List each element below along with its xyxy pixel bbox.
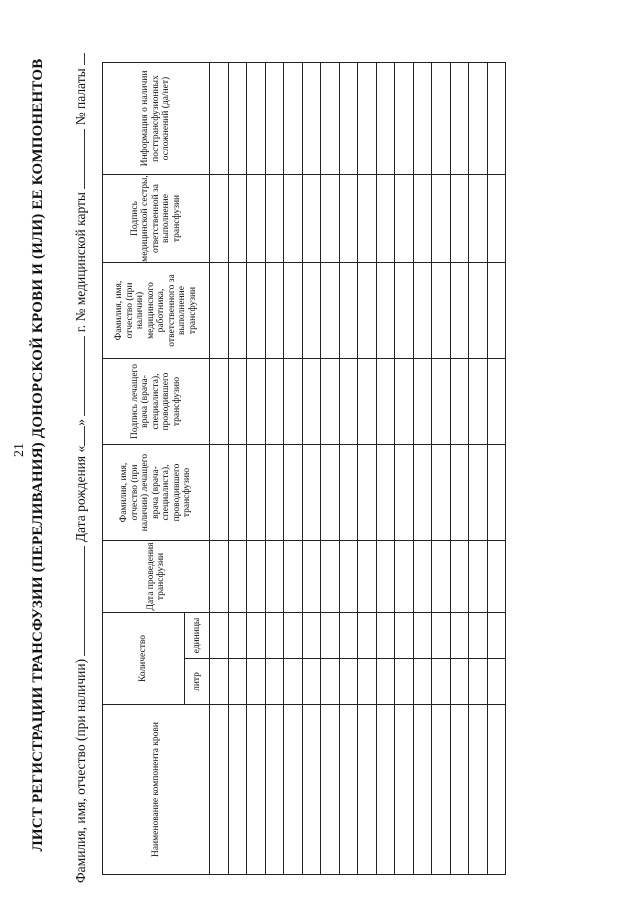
table-cell[interactable] (450, 541, 469, 613)
table-cell[interactable] (265, 175, 284, 263)
table-row (450, 63, 469, 875)
table-row (302, 63, 321, 875)
table-cell[interactable] (302, 175, 321, 263)
table-cell[interactable] (432, 613, 451, 659)
table-cell[interactable] (265, 63, 284, 175)
table-cell[interactable] (450, 613, 469, 659)
table-cell[interactable] (413, 175, 432, 263)
header-units: единицы (185, 613, 210, 659)
table-cell[interactable] (487, 541, 506, 613)
table-cell[interactable] (265, 263, 284, 359)
table-cell[interactable] (210, 263, 229, 359)
transfusion-table (102, 62, 506, 875)
table-cell[interactable] (265, 541, 284, 613)
table-cell[interactable] (432, 705, 451, 875)
table-body (210, 63, 506, 875)
table-cell[interactable] (469, 613, 488, 659)
table-cell[interactable] (228, 541, 247, 613)
table-cell[interactable] (413, 359, 432, 445)
table-cell[interactable] (228, 445, 247, 541)
fio-field[interactable] (72, 546, 85, 656)
table-cell[interactable] (487, 613, 506, 659)
page-number: 21 (12, 443, 27, 457)
table-row (339, 63, 358, 875)
table-cell[interactable] (358, 263, 377, 359)
table-cell[interactable] (284, 63, 303, 175)
table-cell[interactable] (339, 175, 358, 263)
table-cell[interactable] (358, 445, 377, 541)
table-cell[interactable] (228, 63, 247, 175)
table-row (432, 63, 451, 875)
table-cell[interactable] (265, 705, 284, 875)
table-cell[interactable] (469, 541, 488, 613)
header-complications: Информация о наличии посттрансфузионных осложнений (да/нет) (103, 63, 210, 175)
table-cell[interactable] (376, 445, 395, 541)
table-cell[interactable] (358, 705, 377, 875)
table-cell[interactable] (450, 445, 469, 541)
table-cell[interactable] (247, 659, 266, 705)
table-cell[interactable] (450, 659, 469, 705)
table-cell[interactable] (210, 659, 229, 705)
table-cell[interactable] (339, 263, 358, 359)
table-cell[interactable] (302, 263, 321, 359)
table-cell[interactable] (413, 659, 432, 705)
table-cell[interactable] (450, 705, 469, 875)
year-medcard-label: г. № медицинской карты (73, 192, 88, 333)
table-cell[interactable] (469, 659, 488, 705)
table-cell[interactable] (395, 359, 414, 445)
table-cell[interactable] (358, 613, 377, 659)
table-row (487, 63, 506, 875)
table-cell[interactable] (247, 63, 266, 175)
table-row (376, 63, 395, 875)
table-cell[interactable] (247, 175, 266, 263)
table-cell[interactable] (358, 175, 377, 263)
table-cell[interactable] (247, 541, 266, 613)
table-cell[interactable] (321, 613, 340, 659)
table-cell[interactable] (302, 359, 321, 445)
table-cell[interactable] (284, 541, 303, 613)
table-cell[interactable] (487, 175, 506, 263)
table-cell[interactable] (321, 359, 340, 445)
table-cell[interactable] (413, 263, 432, 359)
table-cell[interactable] (210, 63, 229, 175)
table-cell[interactable] (321, 175, 340, 263)
table-cell[interactable] (413, 541, 432, 613)
table-cell[interactable] (469, 359, 488, 445)
table-cell[interactable] (228, 659, 247, 705)
table-cell[interactable] (413, 445, 432, 541)
table-cell[interactable] (432, 263, 451, 359)
header-doctor-name: Фамилия, имя, отчество (при наличии) лечащего врача (врача-специалиста), проводившего трансфузию (103, 445, 210, 541)
table-cell[interactable] (284, 359, 303, 445)
patient-info-line (72, 53, 89, 883)
table-cell[interactable] (210, 705, 229, 875)
table-cell[interactable] (339, 63, 358, 175)
table-cell[interactable] (339, 359, 358, 445)
table-cell[interactable] (247, 263, 266, 359)
table-cell[interactable] (321, 263, 340, 359)
table-cell[interactable] (432, 63, 451, 175)
table-cell[interactable] (228, 175, 247, 263)
table-cell[interactable] (210, 359, 229, 445)
header-component: Наименование компонента крови (103, 705, 210, 875)
table-cell[interactable] (395, 175, 414, 263)
table-cell[interactable] (395, 613, 414, 659)
table-cell[interactable] (469, 263, 488, 359)
form-title: ЛИСТ РЕГИСТРАЦИИ ТРАНСФУЗИИ (ПЕРЕЛИВАНИЯ) ДОНОРСКОЙ КРОВИ И (ИЛИ) ЕЕ КОМПОНЕНТОВ (30, 58, 46, 852)
table-cell[interactable] (284, 445, 303, 541)
table-cell[interactable] (413, 613, 432, 659)
table-row (358, 63, 377, 875)
table-cell[interactable] (321, 705, 340, 875)
table-cell[interactable] (376, 63, 395, 175)
fio-label: Фамилия, имя, отчество (при наличии) (73, 658, 88, 883)
table-cell[interactable] (358, 541, 377, 613)
table-cell[interactable] (432, 659, 451, 705)
table-cell[interactable] (302, 613, 321, 659)
table-cell[interactable] (450, 175, 469, 263)
header-liter: литр (185, 659, 210, 705)
table-row (247, 63, 266, 875)
table-cell[interactable] (395, 659, 414, 705)
table-cell[interactable] (358, 659, 377, 705)
table-cell[interactable] (487, 359, 506, 445)
table-cell[interactable] (321, 541, 340, 613)
table-cell[interactable] (487, 659, 506, 705)
table-cell[interactable] (358, 359, 377, 445)
ward-label: № палаты (73, 68, 88, 126)
table-cell[interactable] (247, 705, 266, 875)
table-cell[interactable] (469, 705, 488, 875)
table-row (321, 63, 340, 875)
table-cell[interactable] (302, 63, 321, 175)
table-cell[interactable] (265, 613, 284, 659)
table-cell[interactable] (228, 359, 247, 445)
table-cell[interactable] (228, 263, 247, 359)
table-cell[interactable] (247, 359, 266, 445)
table-cell[interactable] (302, 541, 321, 613)
table-cell[interactable] (450, 263, 469, 359)
table-cell[interactable] (395, 263, 414, 359)
table-cell[interactable] (487, 263, 506, 359)
header-worker-name: Фамилия, имя, отчество (при наличии) медицинского работника, ответственного за выполнение трансфузии (103, 263, 210, 359)
ward-field[interactable] (72, 53, 85, 65)
table-cell[interactable] (376, 263, 395, 359)
table-cell[interactable] (432, 175, 451, 263)
table-cell[interactable] (376, 359, 395, 445)
table-cell[interactable] (265, 445, 284, 541)
table-cell[interactable] (339, 705, 358, 875)
table-cell[interactable] (210, 613, 229, 659)
table-cell[interactable] (339, 445, 358, 541)
table-cell[interactable] (321, 659, 340, 705)
table-cell[interactable] (302, 659, 321, 705)
table-cell[interactable] (284, 263, 303, 359)
header-doctor-signature: Подпись лечащего врача (врача-специалиста), проводившего трансфузию (103, 359, 210, 445)
table-cell[interactable] (469, 445, 488, 541)
table-cell[interactable] (321, 63, 340, 175)
table-row (413, 63, 432, 875)
header-nurse-signature: Подпись медицинской сестры, ответственной за выполнение трансфузии (103, 175, 210, 263)
table-cell[interactable] (469, 175, 488, 263)
table-cell[interactable] (339, 613, 358, 659)
table-cell[interactable] (487, 445, 506, 541)
table-row (228, 63, 247, 875)
table-cell[interactable] (432, 359, 451, 445)
header-date: Дата проведения трансфузии (103, 541, 210, 613)
table-cell[interactable] (210, 541, 229, 613)
header-quantity: Количество (103, 613, 185, 705)
medcard-field[interactable] (72, 129, 85, 189)
table-cell[interactable] (413, 705, 432, 875)
table-row (469, 63, 488, 875)
table-cell[interactable] (395, 705, 414, 875)
table-cell[interactable] (284, 613, 303, 659)
table-cell[interactable] (376, 613, 395, 659)
table-cell[interactable] (450, 63, 469, 175)
table-cell[interactable] (487, 705, 506, 875)
table-cell[interactable] (302, 705, 321, 875)
table-cell[interactable] (395, 445, 414, 541)
table-cell[interactable] (469, 63, 488, 175)
table-cell[interactable] (450, 359, 469, 445)
table-cell[interactable] (432, 541, 451, 613)
table-cell[interactable] (284, 659, 303, 705)
table-row (284, 63, 303, 875)
table-cell[interactable] (413, 63, 432, 175)
table-cell[interactable] (376, 659, 395, 705)
table-cell[interactable] (228, 613, 247, 659)
table-cell[interactable] (339, 659, 358, 705)
birth-close-quote: » (73, 419, 88, 426)
table-row (210, 63, 229, 875)
birth-month-year-field[interactable] (72, 336, 85, 416)
table-cell[interactable] (487, 63, 506, 175)
table-cell[interactable] (321, 445, 340, 541)
table-cell[interactable] (302, 445, 321, 541)
table-cell[interactable] (376, 705, 395, 875)
table-row (395, 63, 414, 875)
table-cell[interactable] (210, 445, 229, 541)
table-cell[interactable] (265, 659, 284, 705)
table-cell[interactable] (228, 705, 247, 875)
table-cell[interactable] (432, 445, 451, 541)
table-cell[interactable] (284, 705, 303, 875)
table-cell[interactable] (376, 541, 395, 613)
table-cell[interactable] (395, 541, 414, 613)
table-row (265, 63, 284, 875)
table-cell[interactable] (247, 445, 266, 541)
table-cell[interactable] (358, 63, 377, 175)
birth-label: Дата рождения « (73, 445, 88, 543)
table-cell[interactable] (284, 175, 303, 263)
table-cell[interactable] (265, 359, 284, 445)
table-cell[interactable] (376, 175, 395, 263)
table-cell[interactable] (210, 175, 229, 263)
table-cell[interactable] (247, 613, 266, 659)
table-cell[interactable] (395, 63, 414, 175)
birth-day-field[interactable] (72, 426, 85, 446)
table-cell[interactable] (339, 541, 358, 613)
